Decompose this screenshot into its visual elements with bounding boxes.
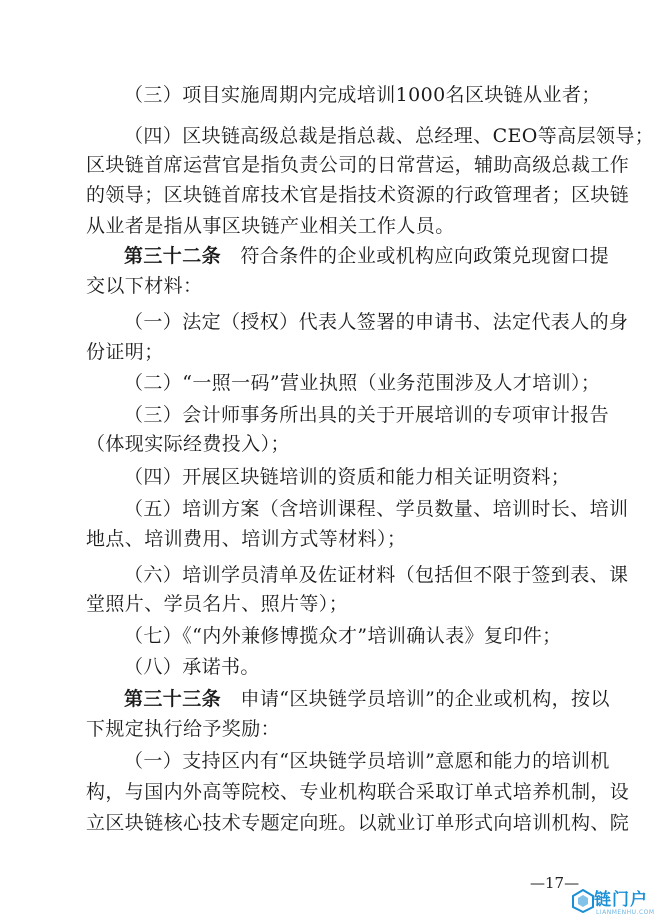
link-portal-icon [572, 889, 594, 913]
watermark-domain: LIANMENHU.COM [596, 909, 655, 916]
watermark-name: 链门户 [594, 890, 648, 910]
article-text: 符合条件的企业或机构应向政策兑现窗口提 [240, 245, 610, 267]
text-line: （一）支持区内有“区块链学员培训”意愿和能力的培训机 [124, 750, 610, 772]
text-line: （四）开展区块链培训的资质和能力相关证明资料； [124, 466, 571, 488]
article-heading: 第三十二条 [124, 245, 222, 267]
article-heading: 第三十三条 [124, 688, 222, 710]
article-33-line [124, 686, 610, 712]
text-line: （二）“一照一码”营业执照（业务范围涉及人才培训）； [124, 372, 601, 394]
text-line: 区块链首席运营官是指负责公司的日常营运，辅助高级总裁工作 [86, 154, 630, 176]
text-line: 地点、培训费用、培训方式等材料）； [86, 528, 407, 550]
text-line: 从业者是指从事区块链产业相关工作人员。 [86, 215, 455, 237]
article-32-line [124, 243, 610, 269]
watermark-logo [572, 889, 656, 919]
text-line: 构，与国内外高等院校、专业机构联合采取订单式培养机制，设 [86, 781, 630, 803]
text-line: （七）《“内外兼修博揽众才”培训确认表》复印件； [124, 625, 562, 647]
text-line: （八）承诺书。 [124, 656, 260, 678]
page-number: —17— [530, 874, 580, 892]
text-line: （三）会计师事务所出具的关于开展培训的专项审计报告 [124, 404, 610, 426]
text-line: （四）区块链高级总裁是指总裁、总经理、CEO等高层领导； [124, 125, 655, 147]
text-line: 堂照片、学员名片、照片等）； [86, 593, 349, 615]
text-line: 立区块链核心技术专题定向班。以就业订单形式向培训机构、院 [86, 812, 630, 834]
text-line: （三）项目实施周期内完成培训1000名区块链从业者； [124, 84, 601, 106]
text-line: 交以下材料： [86, 275, 203, 297]
text-line: （一）法定（授权）代表人签署的申请书、法定代表人的身 [124, 311, 629, 333]
text-line: 的领导；区块链首席技术官是指技术资源的行政管理者；区块链 [86, 184, 630, 206]
article-text: 申请“区块链学员培训”的企业或机构，按以 [240, 688, 610, 710]
text-line: （五）培训方案（含培训课程、学员数量、培训时长、培训 [124, 498, 629, 520]
text-line: （体现实际经费投入）； [86, 433, 290, 455]
text-line: （六）培训学员清单及佐证材料（包括但不限于签到表、课 [124, 564, 629, 586]
text-line: 份证明； [86, 341, 164, 363]
text-line: 下规定执行给予奖励： [86, 718, 281, 740]
